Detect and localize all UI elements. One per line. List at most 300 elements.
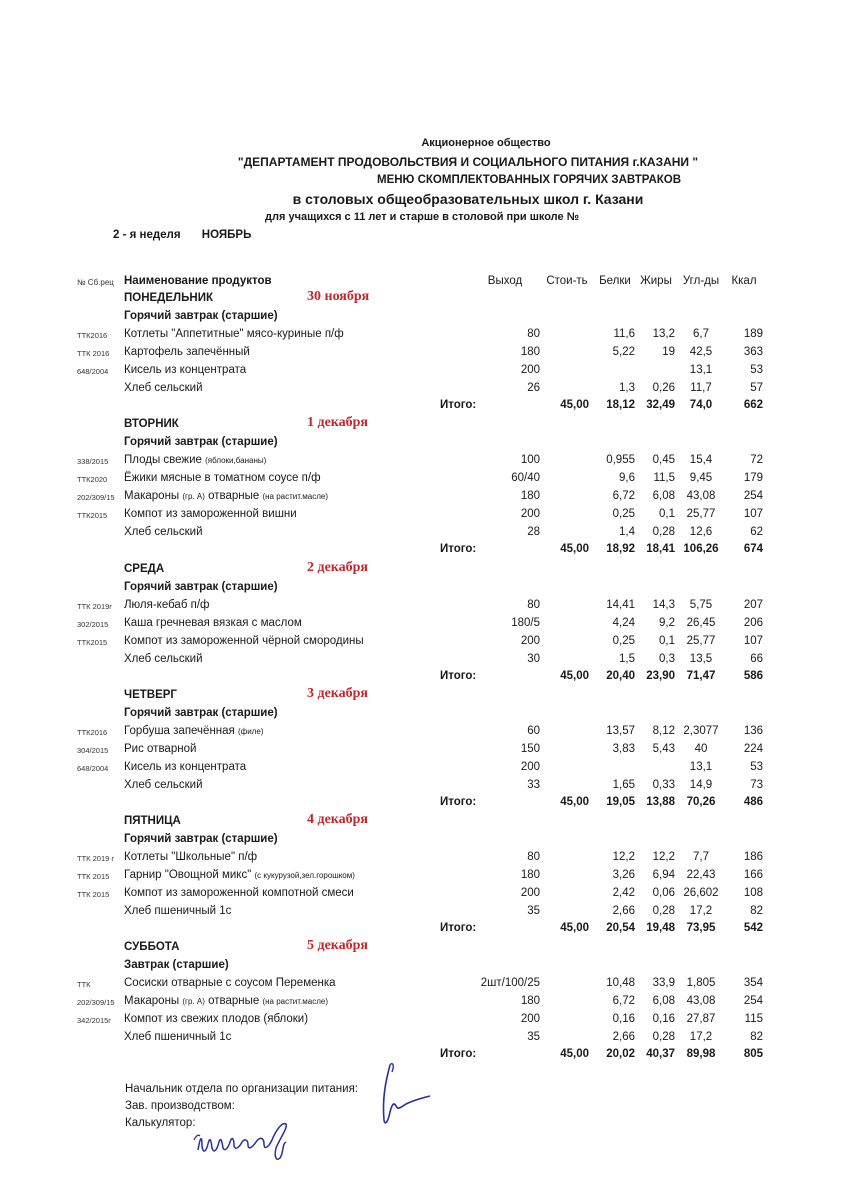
product-name	[124, 887, 354, 899]
day-title-row	[0, 415, 848, 436]
table-row	[0, 905, 848, 923]
table-row	[0, 508, 848, 526]
carbs-value: 27,87	[686, 1013, 716, 1025]
carbs-value: 12,6	[689, 526, 713, 538]
protein-value: 12,2	[612, 851, 635, 863]
total-carbs: 70,26	[686, 796, 716, 808]
audience-line: для учащихся с 11 лет и старше в столовой при школе №	[265, 211, 579, 223]
day-title-row	[0, 560, 848, 581]
kcal-value: 254	[743, 490, 763, 502]
table-row	[0, 526, 848, 544]
carbs-value: 13,1	[689, 761, 713, 773]
product-name-text: Ёжики мясные в томатном соусе п/ф	[124, 472, 321, 484]
fat-value: 0,28	[652, 905, 675, 917]
product-name	[124, 508, 297, 520]
table-row	[0, 761, 848, 779]
product-name	[124, 851, 257, 863]
product-note: (яблоки,бананы)	[205, 456, 267, 465]
day-date: 3 декабря	[307, 686, 369, 701]
total-protein: 18,92	[606, 543, 635, 555]
product-name	[124, 977, 336, 989]
total-row	[0, 543, 848, 561]
carbs-value: 26,45	[686, 617, 716, 629]
output-value: 30	[527, 653, 540, 665]
product-name	[124, 1031, 231, 1043]
total-cost: 45,00	[560, 922, 589, 934]
product-name	[124, 490, 328, 502]
col-fat-header: Жиры	[640, 275, 672, 287]
protein-value: 0,16	[612, 1013, 635, 1025]
total-protein: 18,12	[606, 399, 635, 411]
fat-value: 6,08	[652, 995, 675, 1007]
total-protein: 20,40	[606, 670, 635, 682]
signature-head-label: Начальник отдела по организации питания:	[125, 1083, 358, 1095]
table-row	[0, 364, 848, 382]
output-value: 33	[527, 779, 540, 791]
total-fat: 19,48	[646, 922, 675, 934]
carbs-value: 6,7	[693, 328, 709, 340]
protein-value: 1,4	[619, 526, 635, 538]
protein-value: 0,25	[612, 508, 635, 520]
org-type: Акционерное общество	[421, 137, 551, 149]
product-name-text: Компот из замороженной вишни	[124, 508, 297, 520]
table-row	[0, 653, 848, 671]
recipe-code: ТТК	[77, 980, 91, 989]
product-name-text: Хлеб сельский	[124, 526, 203, 538]
recipe-code: 202/309/15	[77, 493, 115, 502]
kcal-value: 73	[750, 779, 763, 791]
product-name-text: Сосиски отварные с соусом Переменка	[124, 977, 336, 989]
total-kcal: 662	[743, 399, 763, 411]
fat-value: 0,16	[652, 1013, 675, 1025]
table-row	[0, 779, 848, 797]
carbs-value: 17,2	[689, 905, 713, 917]
kcal-value: 53	[750, 364, 763, 376]
product-name	[124, 454, 266, 466]
recipe-code: 202/309/15	[77, 998, 115, 1007]
recipe-code: 302/2015	[77, 620, 109, 629]
fat-value: 0,45	[652, 454, 675, 466]
output-value: 180	[520, 869, 540, 881]
recipe-code: ТТК 2019 г	[77, 854, 115, 863]
product-name-text: Компот из свежих плодов (яблоки)	[124, 1013, 309, 1025]
total-carbs: 73,95	[686, 922, 716, 934]
col-protein-header: Белки	[599, 275, 631, 287]
day-date: 5 декабря	[307, 938, 369, 953]
product-name	[124, 599, 210, 611]
fat-value: 0,28	[652, 1031, 675, 1043]
col-kcal-header: Ккал	[731, 275, 757, 287]
total-label: Итого:	[440, 796, 477, 808]
total-fat: 18,41	[646, 543, 675, 555]
recipe-code: ТТК 2015	[77, 872, 110, 881]
product-note-2: (на растит.масле)	[262, 997, 328, 1006]
output-value: 60/40	[511, 472, 540, 484]
kcal-value: 107	[743, 508, 763, 520]
table-row	[0, 490, 848, 508]
signature-calculator-label: Калькулятор:	[125, 1117, 196, 1129]
day-name: ПОНЕДЕЛЬНИК	[124, 292, 213, 304]
menu-title: МЕНЮ СКОМПЛЕКТОВАННЫХ ГОРЯЧИХ ЗАВТРАКОВ	[376, 174, 682, 186]
product-name-text: Гарнир "Овощной микс"	[124, 869, 255, 881]
product-name	[124, 995, 328, 1007]
output-value: 100	[520, 454, 540, 466]
product-name-text: Макароны	[124, 490, 183, 502]
fat-value: 6,94	[652, 869, 675, 881]
product-name-text: Котлеты "Аппетитные" мясо-куриные п/ф	[124, 328, 344, 340]
table-row	[0, 635, 848, 653]
protein-value: 5,22	[612, 346, 635, 358]
product-name-text: Хлеб сельский	[124, 382, 203, 394]
recipe-code: ТТК2015	[77, 511, 108, 520]
table-row	[0, 887, 848, 905]
recipe-code: 342/2015г	[77, 1016, 112, 1025]
product-name-text: Хлеб пшеничный 1с	[124, 905, 232, 917]
table-row	[0, 851, 848, 869]
product-name-text: Кисель из концентрата	[124, 364, 247, 376]
meal-title: Горячий завтрак (старшие)	[124, 833, 278, 845]
output-value: 28	[527, 526, 540, 538]
output-value: 60	[527, 725, 540, 737]
month: НОЯБРЬ	[201, 229, 252, 241]
product-name	[124, 869, 355, 881]
protein-value: 13,57	[606, 725, 635, 737]
carbs-value: 2,3077	[683, 725, 719, 737]
protein-value: 11,6	[613, 328, 635, 340]
table-row	[0, 1031, 848, 1049]
recipe-code: ТТК2016	[77, 728, 108, 737]
table-row	[0, 725, 848, 743]
product-note: (гр. А)	[182, 997, 205, 1006]
carbs-value: 43,08	[686, 995, 716, 1007]
meal-title: Горячий завтрак (старшие)	[124, 310, 278, 322]
total-row	[0, 670, 848, 688]
carbs-value: 14,9	[689, 779, 713, 791]
kcal-value: 62	[750, 526, 763, 538]
product-name	[124, 653, 203, 665]
output-value: 200	[520, 508, 540, 520]
protein-value: 2,66	[612, 905, 635, 917]
kcal-value: 206	[743, 617, 763, 629]
fat-value: 12,2	[652, 851, 675, 863]
col-code-header: № Сб.рец	[77, 278, 114, 287]
carbs-value: 5,75	[689, 599, 713, 611]
day-date: 2 декабря	[307, 560, 369, 575]
fat-value: 0,3	[659, 653, 675, 665]
recipe-code: 648/2004	[77, 367, 109, 376]
table-row	[0, 328, 848, 346]
total-cost: 45,00	[560, 399, 589, 411]
total-row	[0, 796, 848, 814]
carbs-value: 15,4	[689, 454, 713, 466]
kcal-value: 189	[743, 328, 763, 340]
recipe-code: ТТК2015	[77, 638, 108, 647]
day-title-row	[0, 812, 848, 833]
table-row	[0, 382, 848, 400]
kcal-value: 57	[750, 382, 763, 394]
recipe-code: ТТК 2015	[77, 890, 110, 899]
day-title-row	[0, 938, 848, 959]
product-name	[124, 526, 203, 538]
col-output-header: Выход	[487, 275, 523, 287]
col-carbs-header: Угл-ды	[682, 275, 720, 287]
table-row	[0, 977, 848, 995]
recipe-code: ТТК 2016	[77, 349, 110, 358]
meal-title-row	[0, 581, 848, 599]
col-cost-header: Стои-ть	[546, 275, 588, 287]
col-name-header: Наименование продуктов	[124, 275, 272, 287]
meal-title-row	[0, 833, 848, 851]
fat-value: 0,26	[652, 382, 675, 394]
kcal-value: 107	[743, 635, 763, 647]
product-note: (гр. А)	[182, 492, 205, 501]
menu-subtitle: в столовых общеобразовательных школ г. Казани	[292, 191, 644, 207]
output-value: 180	[520, 346, 540, 358]
recipe-code: ТТК2020	[77, 475, 108, 484]
protein-value: 4,24	[612, 617, 635, 629]
fat-value: 0,33	[652, 779, 675, 791]
output-value: 80	[527, 851, 540, 863]
day-name: ЧЕТВЕРГ	[124, 689, 177, 701]
output-value: 200	[520, 1013, 540, 1025]
protein-value: 6,72	[612, 490, 635, 502]
day-date: 1 декабря	[307, 415, 369, 430]
table-header	[0, 275, 848, 293]
total-label: Итого:	[440, 922, 477, 934]
recipe-code: ТТК2016	[77, 331, 108, 340]
fat-value: 8,12	[652, 725, 675, 737]
protein-value: 0,955	[606, 454, 635, 466]
protein-value: 14,41	[606, 599, 635, 611]
total-fat: 40,37	[646, 1048, 675, 1060]
fat-value: 5,43	[652, 743, 675, 755]
total-kcal: 486	[743, 796, 763, 808]
output-value: 35	[527, 905, 540, 917]
org-name: "ДЕПАРТАМЕНТ ПРОДОВОЛЬСТВИЯ И СОЦИАЛЬНОГО ПИТАНИЯ г.КАЗАНИ "	[237, 155, 699, 169]
fat-value: 11,5	[653, 472, 675, 484]
kcal-value: 224	[743, 743, 763, 755]
output-value: 200	[520, 887, 540, 899]
kcal-value: 186	[743, 851, 763, 863]
total-kcal: 542	[743, 922, 763, 934]
product-name	[124, 617, 302, 629]
table-row	[0, 346, 848, 364]
total-protein: 20,02	[606, 1048, 635, 1060]
product-note: (филе)	[237, 727, 264, 736]
product-name	[124, 382, 203, 394]
carbs-value: 17,2	[689, 1031, 713, 1043]
product-name-text-2: отварные	[204, 490, 263, 502]
meal-title: Горячий завтрак (старшие)	[124, 707, 278, 719]
fat-value: 9,2	[659, 617, 675, 629]
protein-value: 2,42	[612, 887, 635, 899]
carbs-value: 42,5	[689, 346, 713, 358]
day-name: СРЕДА	[124, 563, 165, 575]
protein-value: 9,6	[619, 472, 635, 484]
meal-title-row	[0, 436, 848, 454]
handwritten-signature-icon	[190, 1120, 315, 1165]
kcal-value: 82	[750, 1031, 763, 1043]
kcal-value: 166	[743, 869, 763, 881]
handwritten-signature-icon	[368, 1060, 438, 1135]
fat-value: 14,3	[652, 599, 675, 611]
carbs-value: 7,7	[693, 851, 709, 863]
output-value: 150	[520, 743, 540, 755]
total-carbs: 89,98	[686, 1048, 716, 1060]
product-name	[124, 635, 364, 647]
product-name-text: Каша гречневая вязкая с маслом	[124, 617, 302, 629]
output-value: 80	[527, 599, 540, 611]
protein-value: 10,48	[606, 977, 635, 989]
recipe-code: 304/2015	[77, 746, 109, 755]
meal-title-row	[0, 707, 848, 725]
total-fat: 23,90	[646, 670, 675, 682]
product-name	[124, 743, 196, 755]
day-date: 30 ноября	[307, 289, 370, 304]
output-value: 180	[520, 995, 540, 1007]
fat-value: 0,28	[652, 526, 675, 538]
fat-value: 0,1	[659, 635, 675, 647]
product-name-text-2: отварные	[204, 995, 263, 1007]
product-name-text: Хлеб сельский	[124, 779, 203, 791]
kcal-value: 72	[750, 454, 763, 466]
table-row	[0, 995, 848, 1013]
meal-title: Горячий завтрак (старшие)	[124, 436, 278, 448]
product-name	[124, 779, 203, 791]
product-name	[124, 328, 344, 340]
protein-value: 1,5	[619, 653, 635, 665]
table-row	[0, 1013, 848, 1031]
kcal-value: 115	[744, 1013, 763, 1025]
carbs-value: 25,77	[686, 508, 716, 520]
protein-value: 0,25	[612, 635, 635, 647]
output-value: 180/5	[511, 617, 540, 629]
table-row	[0, 869, 848, 887]
product-name	[124, 1013, 308, 1025]
product-note-2: (на растит.масле)	[262, 492, 328, 501]
meal-title: Горячий завтрак (старшие)	[124, 581, 278, 593]
product-name-text: Котлеты "Школьные" п/ф	[124, 851, 258, 863]
product-name-text: Люля-кебаб п/ф	[124, 599, 210, 611]
output-value: 35	[527, 1031, 540, 1043]
meal-title-row	[0, 310, 848, 328]
recipe-code: ТТК 2019г	[77, 602, 113, 611]
total-cost: 45,00	[560, 1048, 589, 1060]
total-carbs: 106,26	[683, 543, 719, 555]
total-carbs: 71,47	[686, 670, 716, 682]
day-title-row	[0, 686, 848, 707]
carbs-value: 11,7	[690, 382, 712, 394]
signature-production-label: Зав. производством:	[125, 1100, 235, 1112]
output-value: 200	[520, 761, 540, 773]
total-fat: 32,49	[646, 399, 675, 411]
recipe-code: 338/2015	[77, 457, 109, 466]
day-title-row	[0, 289, 848, 310]
product-name	[124, 761, 246, 773]
total-label: Итого:	[440, 1048, 477, 1060]
total-protein: 20,54	[606, 922, 635, 934]
product-name-text: Хлеб сельский	[124, 653, 203, 665]
protein-value: 1,65	[612, 779, 635, 791]
product-name-text: Кисель из концентрата	[124, 761, 247, 773]
kcal-value: 254	[743, 995, 763, 1007]
product-name-text: Компот из замороженной чёрной смородины	[124, 635, 364, 647]
kcal-value: 53	[750, 761, 763, 773]
carbs-value: 26,602	[683, 887, 719, 899]
table-row	[0, 617, 848, 635]
product-name-text: Компот из замороженной компотной смеси	[124, 887, 354, 899]
kcal-value: 179	[743, 472, 763, 484]
fat-value: 6,08	[652, 490, 675, 502]
protein-value: 2,66	[612, 1031, 635, 1043]
carbs-value: 1,805	[686, 977, 716, 989]
week-number: 2 - я неделя	[113, 229, 181, 241]
product-name	[124, 905, 231, 917]
output-value: 2шт/100/25	[480, 977, 540, 989]
fat-value: 13,2	[652, 328, 675, 340]
carbs-value: 13,1	[689, 364, 713, 376]
carbs-value: 22,43	[686, 869, 716, 881]
product-name-text: Макароны	[124, 995, 183, 1007]
output-value: 200	[520, 635, 540, 647]
product-name-text: Плоды свежие	[124, 454, 206, 466]
total-row	[0, 399, 848, 417]
product-name	[124, 725, 263, 737]
carbs-value: 40	[694, 743, 708, 755]
carbs-value: 43,08	[686, 490, 716, 502]
recipe-code: 648/2004	[77, 764, 109, 773]
meal-title: Завтрак (старшие)	[124, 959, 229, 971]
product-note: (с кукурузой,зел.горошком)	[254, 871, 355, 880]
output-value: 26	[527, 382, 540, 394]
table-row	[0, 454, 848, 472]
fat-value: 33,9	[652, 977, 675, 989]
total-kcal: 805	[743, 1048, 763, 1060]
output-value: 200	[520, 364, 540, 376]
day-date: 4 декабря	[307, 812, 369, 827]
fat-value: 19	[662, 346, 675, 358]
product-name	[124, 472, 321, 484]
kcal-value: 136	[743, 725, 763, 737]
total-protein: 19,05	[606, 796, 635, 808]
total-cost: 45,00	[560, 543, 589, 555]
carbs-value: 9,45	[689, 472, 713, 484]
protein-value: 3,26	[612, 869, 635, 881]
protein-value: 3,83	[612, 743, 635, 755]
product-name-text: Горбуша запечённая	[124, 725, 238, 737]
product-name	[124, 364, 246, 376]
day-name: СУББОТА	[124, 941, 180, 953]
output-value: 80	[527, 328, 540, 340]
day-name: ВТОРНИК	[124, 418, 179, 430]
kcal-value: 66	[750, 653, 763, 665]
total-cost: 45,00	[560, 670, 589, 682]
total-carbs: 74,0	[689, 399, 713, 411]
kcal-value: 108	[743, 887, 763, 899]
total-fat: 13,88	[646, 796, 675, 808]
protein-value: 1,3	[619, 382, 635, 394]
total-label: Итого:	[440, 399, 477, 411]
meal-title-row	[0, 959, 848, 977]
table-row	[0, 743, 848, 761]
table-row	[0, 599, 848, 617]
total-label: Итого:	[440, 670, 477, 682]
kcal-value: 82	[750, 905, 763, 917]
protein-value: 6,72	[612, 995, 635, 1007]
table-row	[0, 472, 848, 490]
day-name: ПЯТНИЦА	[124, 815, 181, 827]
total-label: Итого:	[440, 543, 477, 555]
